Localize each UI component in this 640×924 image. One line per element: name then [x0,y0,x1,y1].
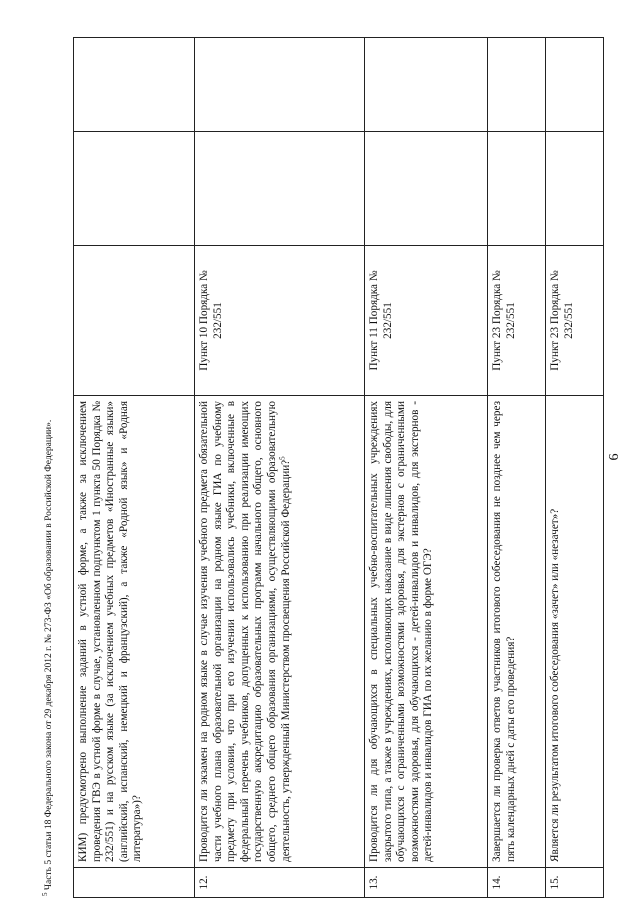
note-cell [74,38,195,132]
note-cell [365,38,488,132]
table-row [488,38,546,898]
question-text: КИМ) предусмотрено выполнение заданий в устной форме, а также за исключением проведения ГВЭ в устной форме в случае, установленном подпунктом 1 пункта 50 Порядка № 232/551) и на русском языке (за исключением учебных предметов «Иностранные языки» (английский, испанский, немецкий и французский), а также «Родной язык» и «Родная литература»)? [74,396,195,868]
table-row [365,38,488,898]
reference-text: Пункт 23 Порядка № 232/551 [488,246,546,396]
note-cell [546,38,604,132]
answer-cell [365,132,488,246]
answer-cell [546,132,604,246]
question-body: Проводится ли экзамен на родном языке в случае изучения учебного предмета обязательной части учебного плана образовательной организации на родном языке ГИА по учебному предмету при условии, что при его изучении использовались учебники, включенные в федеральный перечень учебников, допущенных к использованию при реализации имеющих государственную аккредитацию образовательных программ начального общего, основного общего, среднего общего образования организациями, осуществляющими образовательную деятельность, утвержденный Министерством просвещения Российской Федерации? [198,401,292,862]
page-number: 6 [607,453,622,461]
reference-text: Пункт 10 Порядка № 232/551 [195,246,365,396]
note-cell [195,38,365,132]
row-number: 14. [488,868,546,898]
question-text: Проводится ли для обучающихся в специальных учебно-воспитательных учреждениях закрытого типа, а также в учреждениях, исполняющих наказание в виде лишения свободы, для обучающихся с ограниченными возможностями здоровья, для экстернов с ограниченными возможностями здоровья, для обучающихся - детей-инвалидов и инвалидов, для экстернов - детей-инвалидов и инвалидов ГИА по их желанию в форме ОГЭ? [365,396,488,868]
question-text: Является ли результатом итогового собеседования «зачет» или «незачет»? [546,396,604,868]
question-text: Завершается ли проверка ответов участников итогового собеседования не позднее чем через пять календарных дней с даты его проведения? [488,396,546,868]
footnote-mark: 5 [277,456,286,460]
table-row [195,38,365,898]
table-row [74,38,195,898]
footnote [40,419,54,896]
reference-text: Пункт 23 Порядка № 232/551 [546,246,604,396]
row-number: 13. [365,868,488,898]
reference-text [74,246,195,396]
footnote-text: Часть 5 статьи 18 Федерального закона от 29 декабря 2012 г. № 273-ФЗ «Об образовании в Российской Федерации». [44,419,54,891]
row-number: 12. [195,868,365,898]
checklist-table [73,37,604,898]
answer-cell [488,132,546,246]
answer-cell [195,132,365,246]
answer-cell [74,132,195,246]
footnote-number: 5 [40,892,49,896]
row-number [74,868,195,898]
note-cell [488,38,546,132]
question-text [195,396,365,868]
reference-text: Пункт 11 Порядка № 232/551 [365,246,488,396]
row-number: 15. [546,868,604,898]
table-row [546,38,604,898]
